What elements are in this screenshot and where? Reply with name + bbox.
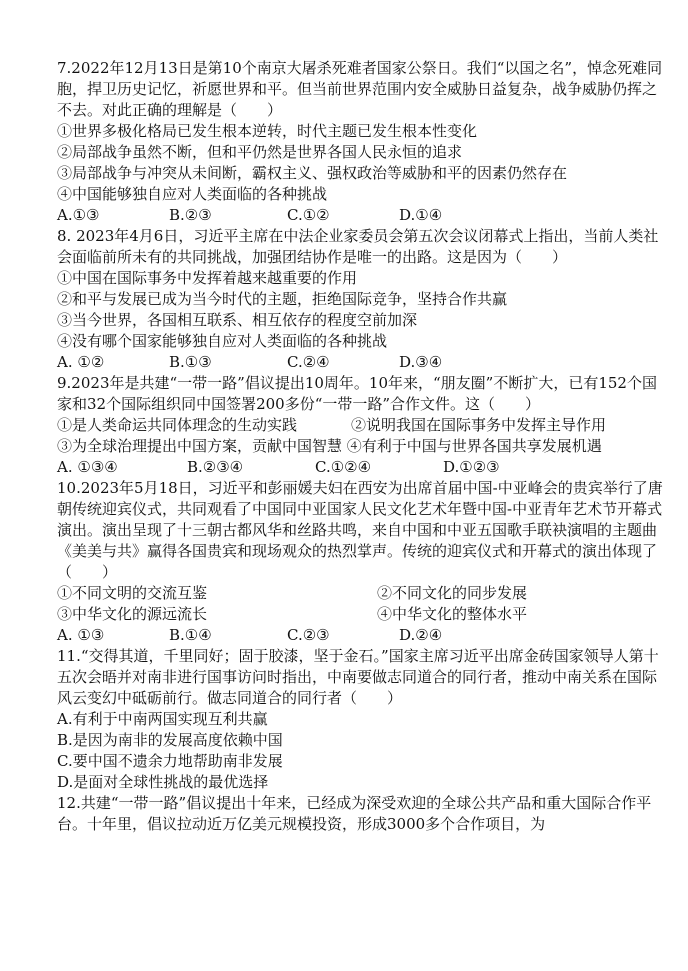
question-7-choice-b: B.②③ bbox=[169, 206, 212, 224]
question-7-stem: 7.2022年12月13日是第10个南京大屠杀死难者国家公祭日。我们“以国之名”，悼念死难同胞，捍卫历史记忆，祈愿世界和平。但当前世界范围内安全威胁日益复杂，战争威胁仍挥之不去。对此正确的理解是（ ） bbox=[57, 59, 663, 119]
question-11-choice-b: B.是因为南非的发展高度依赖中国 bbox=[57, 731, 283, 749]
question-9-choice-a: A. ①③④ bbox=[57, 458, 118, 476]
question-9 bbox=[57, 373, 667, 478]
question-10-choices bbox=[57, 625, 667, 646]
question-8-choice-a: A. ①② bbox=[57, 353, 105, 371]
question-10-option-2: ②不同文化的同步发展 bbox=[377, 584, 528, 602]
question-9-option-4: ④有利于中国与世界各国共享发展机遇 bbox=[346, 437, 602, 455]
question-7-choice-a: A.①③ bbox=[57, 206, 100, 224]
question-10-choice-c: C.②③ bbox=[287, 626, 330, 644]
question-8-option-1: ①中国在国际事务中发挥着越来越重要的作用 bbox=[57, 269, 358, 287]
question-7-option-4: ④中国能够独自应对人类面临的各种挑战 bbox=[57, 185, 328, 203]
question-10-stem: 10.2023年5月18日，习近平和彭丽媛夫妇在西安为出席首届中国-中亚峰会的贵宾举行了唐朝传统迎宾仪式，共同观看了中国同中亚国家人民文化艺术年暨中国-中亚青年艺术节开幕式演出。演出呈现了十三朝古都风华和丝路共鸣，来自中国和中亚五国歌手联袂演唱的主题曲《美美与共》赢得各国贵宾和现场观众的热烈掌声。传统的迎宾仪式和开幕式的演出体现了（ ） bbox=[57, 479, 663, 581]
question-11-choices bbox=[57, 709, 667, 793]
question-8-choice-d: D.③④ bbox=[399, 353, 443, 371]
question-10-options-row-2 bbox=[57, 604, 667, 625]
question-11-choice-a: A.有利于中南两国实现互利共赢 bbox=[57, 710, 268, 728]
question-9-option-2: ②说明我国在国际事务中发挥主导作用 bbox=[351, 416, 607, 434]
question-9-options-row-2 bbox=[57, 436, 667, 457]
question-9-choice-b: B.②③④ bbox=[187, 458, 244, 476]
question-11-choice-c: C.要中国不遗余力地帮助南非发展 bbox=[57, 752, 283, 770]
question-11-stem: 11.“交得其道，千里同好；固于胶漆，坚于金石。”国家主席习近平出席金砖国家领导人第十五次会晤并对南非进行国事访问时指出，中南要做志同道合的同行者，推动中南关系在国际风云变幻中砥砺前行。做志同道合的同行者（ ） bbox=[57, 647, 659, 707]
question-9-choice-d: D.①②③ bbox=[443, 458, 500, 476]
question-7-choices bbox=[57, 205, 667, 226]
question-9-choices bbox=[57, 457, 667, 478]
question-8-choices bbox=[57, 352, 667, 373]
question-12 bbox=[57, 793, 667, 835]
question-7-option-3: ③局部战争与冲突从未间断，霸权主义、强权政治等威胁和平的因素仍然存在 bbox=[57, 164, 568, 182]
question-9-options-row-1 bbox=[57, 415, 667, 436]
question-8-choice-c: C.②④ bbox=[287, 353, 330, 371]
question-10-options-row-1 bbox=[57, 583, 667, 604]
question-10-choice-b: B.①④ bbox=[169, 626, 212, 644]
question-10-choice-d: D.②④ bbox=[399, 626, 443, 644]
question-8-options bbox=[57, 268, 667, 352]
question-7-option-1: ①世界多极化格局已发生根本逆转，时代主题已发生根本性变化 bbox=[57, 122, 478, 140]
exam-page bbox=[57, 58, 667, 835]
question-12-stem: 12.共建“一带一路”倡议提出十年来，已经成为深受欢迎的全球公共产品和重大国际合作平台。十年里，倡议拉动近万亿美元规模投资，形成3000多个合作项目，为 bbox=[57, 794, 652, 833]
question-7-option-2: ②局部战争虽然不断，但和平仍然是世界各国人民永恒的追求 bbox=[57, 143, 463, 161]
question-8-stem: 8. 2023年4月6日，习近平主席在中法企业家委员会第五次会议闭幕式上指出，当前人类社会面临前所未有的共同挑战，加强团结协作是唯一的出路。这是因为（ ） bbox=[57, 227, 659, 266]
question-11-choice-d: D.是面对全球性挑战的最优选择 bbox=[57, 773, 269, 791]
question-8-option-3: ③当今世界，各国相互联系、相互依存的程度空前加深 bbox=[57, 311, 418, 329]
question-9-choice-c: C.①②④ bbox=[315, 458, 372, 476]
question-9-option-1: ①是人类命运共同体理念的生动实践 bbox=[57, 416, 298, 434]
question-9-stem: 9.2023年是共建“一带一路”倡议提出10周年。10年来，“朋友圈”不断扩大，已有152个国家和32个国际组织同中国签署200多份“一带一路”合作文件。这（ ） bbox=[57, 374, 657, 413]
question-7-choice-c: C.①② bbox=[287, 206, 330, 224]
question-8-option-2: ②和平与发展已成为当今时代的主题，拒绝国际竞争，坚持合作共赢 bbox=[57, 290, 508, 308]
question-10 bbox=[57, 478, 667, 646]
question-7 bbox=[57, 58, 667, 226]
question-10-option-1: ①不同文明的交流互鉴 bbox=[57, 584, 208, 602]
question-8 bbox=[57, 226, 667, 373]
question-10-option-3: ③中华文化的源远流长 bbox=[57, 605, 208, 623]
question-11 bbox=[57, 646, 667, 793]
question-7-choice-d: D.①④ bbox=[399, 206, 443, 224]
question-9-option-3: ③为全球治理提出中国方案，贡献中国智慧 bbox=[57, 437, 343, 455]
question-7-options bbox=[57, 121, 667, 205]
question-10-choice-a: A. ①③ bbox=[57, 626, 105, 644]
question-8-option-4: ④没有哪个国家能够独自应对人类面临的各种挑战 bbox=[57, 332, 388, 350]
question-8-choice-b: B.①③ bbox=[169, 353, 212, 371]
question-10-option-4: ④中华文化的整体水平 bbox=[377, 605, 528, 623]
